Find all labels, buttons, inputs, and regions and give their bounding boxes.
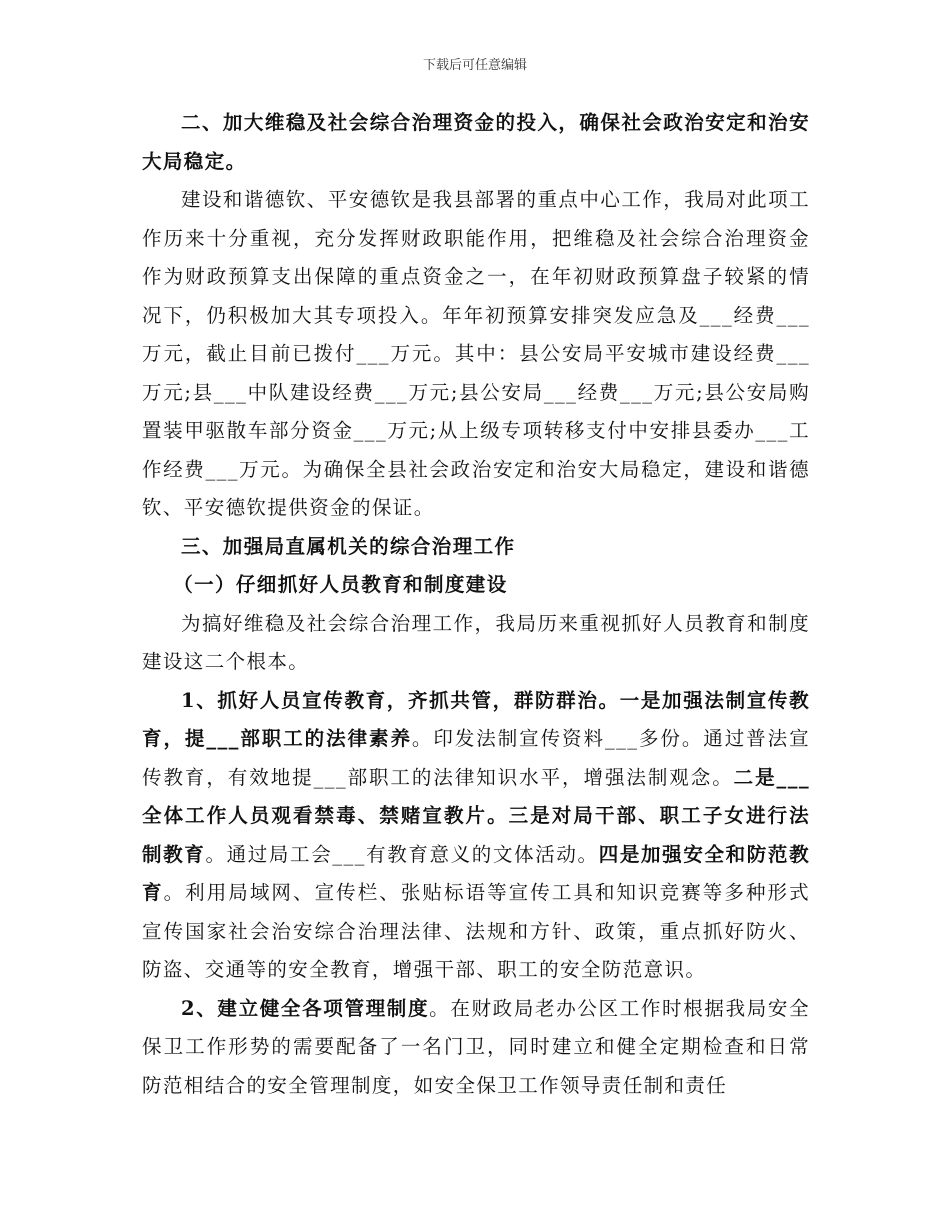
item-2-text-1: 。在财政局老办公区工作时根据我局安全保卫工作形势的需要配备了一名门卫，同时建立和健全定期检查和日常防范相结合的安全管理制度，如安全保卫工作领导责任制和责任 (142, 996, 811, 1097)
item-1-paragraph (142, 682, 810, 990)
section-3-subheading: （一）仔细抓好人员教育和制度建设 (173, 573, 508, 596)
page-header: 下载后可任意编辑 (422, 58, 527, 73)
item-1-text-2: 。通过局工会___有教育意义的文体活动。 (205, 842, 599, 866)
item-1-bold-3: 四是加强安全和防范教育 (142, 842, 810, 904)
item-1-text-1: 。印发法制宣传资料___多份。通过普法宣传教育，有效地提___部职工的法律知识水平，增强法制观念。 (142, 727, 810, 789)
item-1-bold-2: 二是___全体工作人员观看禁毒、禁赌宣教片。三是对局干部、职工子女进行法制教育 (142, 765, 811, 866)
section-2-body: 建设和谐德钦、平安德钦是我县部署的重点中心工作，我局对此项工作历来十分重视，充分发挥财政职能作用，把维稳及社会综合治理资金作为财政预算支出保障的重点资金之一，在年初财政预算盘子较紧的情况下，仍积极加大其专项投入。年年初预算安排突发应急及___经费___万元，截止目前已拨付___万元。其中：县公安局平安城市建设经费___万元;县___中队建设经费___万元;县公安局___经费___万元;县公安局购置装甲驱散车部分资金___万元;从上级专项转移支付中安排县委办___工作经费___万元。为确保全县社会政治安定和治安大局稳定，建设和谐德钦、平安德钦提供资金的保证。 (142, 188, 810, 519)
item-1-bold-1: 1、抓好人员宣传教育，齐抓共管，群防群治。一是加强法制宣传教育，提___部职工的法律素养 (142, 688, 810, 750)
section-2-heading: 二、加大维稳及社会综合治理资金的投入，确保社会政治安定和治安大局稳定。 (142, 111, 810, 173)
section-3-intro: 为搞好维稳及社会综合治理工作，我局历来重视抓好人员教育和制度建设这二个根本。 (142, 611, 810, 673)
item-1-text-3: 。利用局域网、宣传栏、张贴标语等宣传工具和知识竞赛等多种形式宣传国家社会治安综合治理法律、法规和方针、政策，重点抓好防火、防盗、交通等的安全教育，增强干部、职工的安全防范意识。 (142, 881, 810, 981)
section-3-heading: 三、加强局直属机关的综合治理工作 (181, 534, 516, 558)
document-body (142, 104, 810, 1105)
item-2-paragraph (142, 990, 810, 1106)
item-2-bold-1: 2、建立健全各项管理制度 (181, 996, 430, 1020)
